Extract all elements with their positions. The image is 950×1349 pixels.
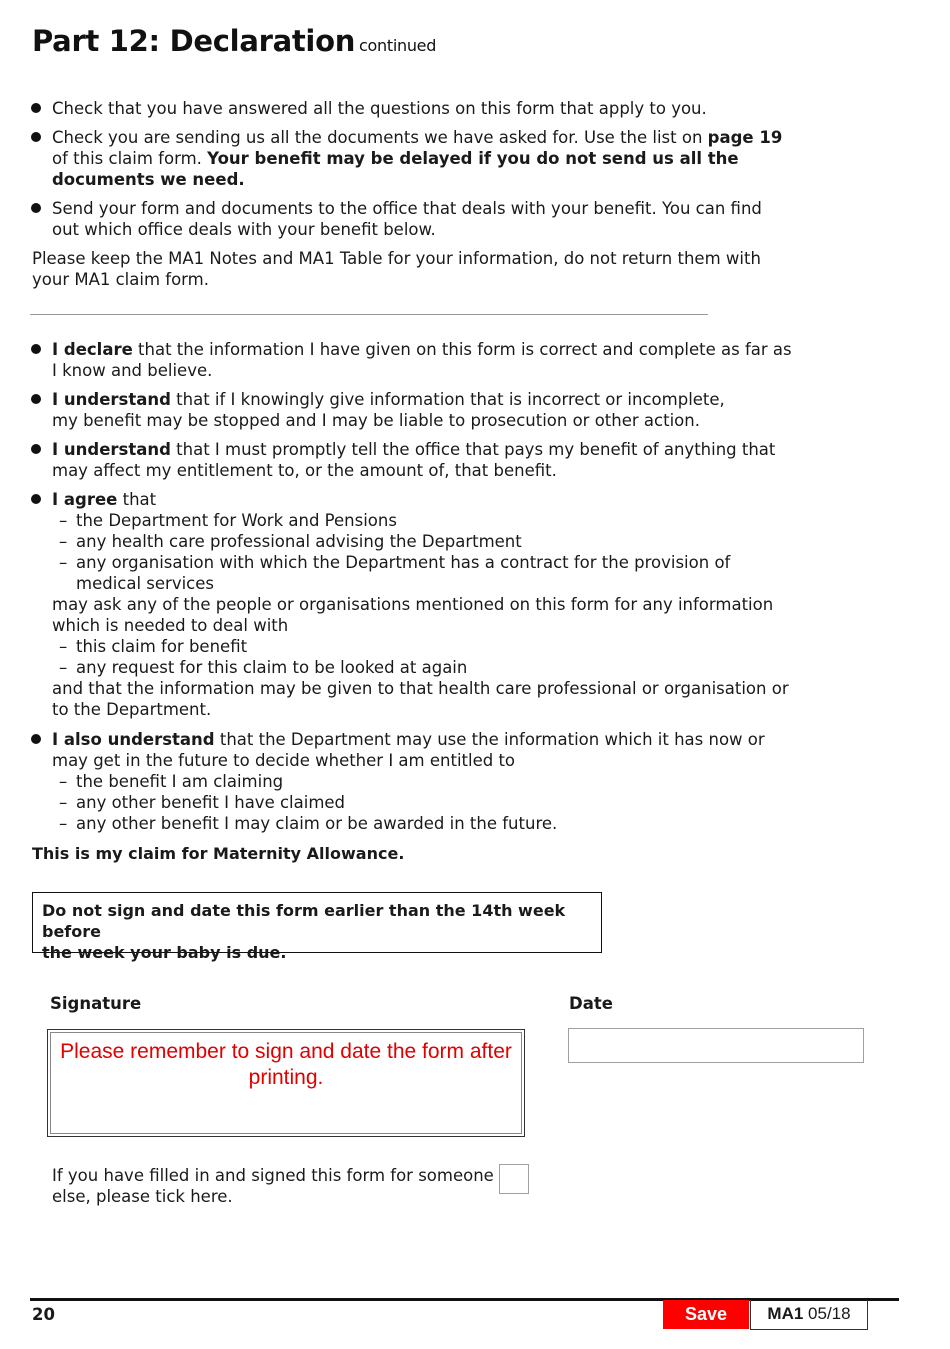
agree-item-request: any request for this claim to be looked at again [76,658,468,677]
also-understand-item-2: any other benefit I have claimed [76,793,346,812]
agree-text-4: and that the information may be given to that health care professional or organisation or [52,679,789,698]
bullet-icon [31,734,41,744]
dash-icon: – [59,793,68,812]
keep-notes-text-2: your MA1 claim form. [32,270,209,289]
page-title-text: Part 12: Declaration [32,24,356,58]
someone-else-checkbox[interactable] [499,1164,529,1194]
someone-else-text-2: else, please tick here. [52,1187,233,1206]
date-label: Date [569,994,613,1013]
signature-reminder: Please remember to sign and date the form after printing. [60,1040,512,1089]
also-understand-item-1: the benefit I am claiming [76,772,284,791]
declare-text-2: I know and believe. [52,361,213,380]
signature-label: Signature [50,994,142,1013]
bullet-icon [31,103,41,113]
agree-item-health-professional: any health care professional advising the Department [76,532,522,551]
bullet-icon [31,203,41,213]
agree-item-organisation-2: medical services [76,574,214,593]
agree-text-3: which is needed to deal with [52,616,289,635]
agree-text-5: to the Department. [52,700,212,719]
agree-text: I agree that [52,490,157,509]
send-form-text: Send your form and documents to the office that deals with your benefit. You can find [52,199,762,218]
someone-else-text: If you have filled in and signed this form for someone [52,1166,494,1185]
understand-tell-text-2: may affect my entitlement to, or the amount of, that benefit. [52,461,557,480]
bullet-icon [31,494,41,504]
also-understand-item-3: any other benefit I may claim or be awarded in the future. [76,814,558,833]
dash-icon: – [59,553,68,572]
check-documents-text-2: of this claim form. Your benefit may be delayed if you do not send us all the [52,149,739,168]
save-button[interactable]: Save [663,1300,749,1329]
form-code [750,1300,868,1330]
bullet-icon [31,394,41,404]
understand-text: I understand that if I knowingly give information that is incorrect or incomplete, [52,390,725,409]
understand-text-2: my benefit may be stopped and I may be liable to prosecution or other action. [52,411,700,430]
continued-label: continued [359,36,437,55]
dash-icon: – [59,637,68,656]
date-input[interactable] [568,1028,864,1063]
agree-item-claim: this claim for benefit [76,637,248,656]
form-code-id: MA1 [767,1304,804,1323]
signature-box[interactable] [47,1029,525,1137]
dash-icon: – [59,511,68,530]
check-answers-text: Check that you have answered all the questions on this form that apply to you. [52,99,707,118]
claim-statement: This is my claim for Maternity Allowance. [32,844,405,863]
agree-text-2: may ask any of the people or organisations mentioned on this form for any information [52,595,774,614]
warning-box [32,892,602,962]
warning-text: Do not sign and date this form earlier than the 14th week before the week your baby is due. [42,901,566,962]
declare-text: I declare that the information I have given on this form is correct and complete as far as [52,340,792,359]
page-number: 20 [32,1305,55,1324]
also-understand-text: I also understand that the Department may use the information which it has now or [52,730,765,749]
section-divider [30,314,708,315]
bullet-icon [31,444,41,454]
dash-icon: – [59,532,68,551]
agree-item-dwp: the Department for Work and Pensions [76,511,397,530]
bullet-icon [31,132,41,142]
agree-item-organisation: any organisation with which the Department has a contract for the provision of [76,553,731,572]
check-documents-text: Check you are sending us all the documents we have asked for. Use the list on page 19 [52,128,783,147]
page-title [32,24,436,58]
also-understand-text-2: may get in the future to decide whether I am entitled to [52,751,516,770]
bullet-icon [31,344,41,354]
dash-icon: – [59,772,68,791]
keep-notes-text: Please keep the MA1 Notes and MA1 Table for your information, do not return them with [32,249,761,268]
dash-icon: – [59,814,68,833]
form-version: 05/18 [808,1304,851,1323]
check-documents-text-3: documents we need. [52,170,245,189]
dash-icon: – [59,658,68,677]
understand-tell-text: I understand that I must promptly tell the office that pays my benefit of anything that [52,440,776,459]
send-form-text-2: out which office deals with your benefit below. [52,220,436,239]
